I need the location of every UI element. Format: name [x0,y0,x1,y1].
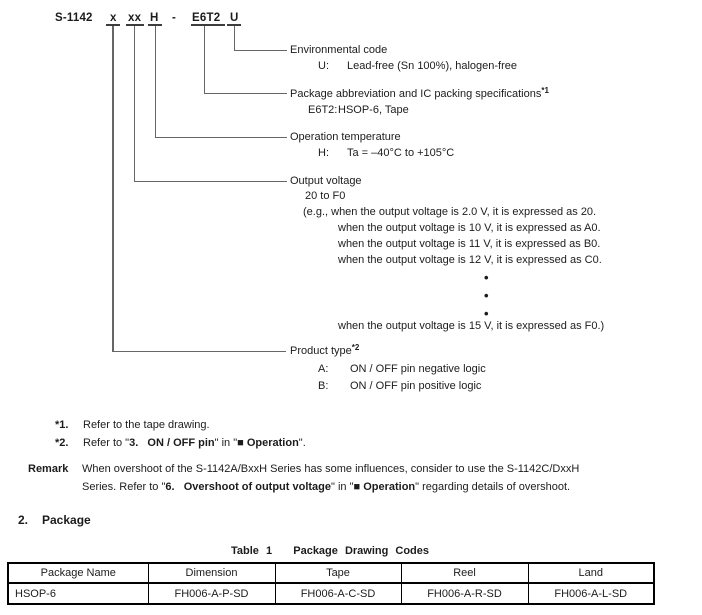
table-header-row [8,563,654,583]
footnote-1-marker: *1. [55,419,69,431]
connector-hline-e6t2 [204,93,287,95]
table-row [8,583,654,604]
product-type-entry-b [318,379,481,393]
package-abbreviation-key: E6T2: [308,104,338,116]
product-type-key-a: A: [318,363,329,375]
ellipsis-dot: • [484,270,489,285]
table-header-land: Land [528,563,654,583]
product-type-title [290,344,359,359]
part-seg-u: U [230,12,239,24]
footnote-2 [55,436,306,450]
underline-xx [126,24,144,26]
footnote-2-seg2: " in " [214,437,238,449]
product-type-value-b: ON / OFF pin positive logic [350,380,482,392]
environmental-code-value: Lead-free (Sn 100%), halogen-free [347,60,517,72]
output-voltage-range: 20 to F0 [305,190,346,202]
footnote-ref-1: *1 [541,86,549,95]
connector-hline-u [234,50,287,52]
connector-line-u [234,26,236,51]
remark-label: Remark [28,463,69,475]
cell-dimension: FH006-A-P-SD [148,583,275,604]
package-abbreviation-title [290,87,549,102]
footnote-2-marker: *2. [55,437,69,449]
product-type-value-a: ON / OFF pin negative logic [350,363,486,375]
output-voltage-example-last: when the output voltage is 15 V, it is expressed as F0.) [338,320,605,332]
part-prefix: S-1142 [55,12,93,24]
environmental-code-title: Environmental code [290,44,388,56]
operation-temperature-key: H: [318,147,329,159]
section-number: 2. [18,513,29,527]
part-seg-xx: xx [128,12,142,24]
operation-temperature-title: Operation temperature [290,131,401,143]
environmental-code-key: U: [318,60,329,72]
footnote-ref-2: *2 [351,343,360,352]
output-voltage-example: when the output voltage is 12 V, it is expressed as C0. [338,254,602,266]
remark-line2-seg3: " regarding details of overshoot. [415,481,571,493]
remark-line2-bold1: 6. Overshoot of output voltage [165,481,332,493]
table-header-reel: Reel [401,563,528,583]
table-header-tape: Tape [275,563,401,583]
package-abbreviation-value: HSOP-6, Tape [338,104,409,116]
operation-temperature-value: Ta = –40°C to +105°C [347,147,455,159]
remark-line2-bold2: ■ Operation [353,481,416,493]
output-voltage-title: Output voltage [290,175,362,187]
ellipsis-dot: • [484,288,489,303]
footnote-2-seg1: Refer to " [83,437,130,449]
remark-line1: When overshoot of the S-1142A/BxxH Series has some influences, consider to use the S-1142C/DxxH [82,463,580,475]
environmental-code-entry [318,59,517,73]
product-type-title-text: Product type [290,345,352,357]
remark-line2 [82,480,570,494]
cell-land: FH006-A-L-SD [528,583,654,604]
section-heading [18,513,91,527]
connector-line-h [155,26,157,138]
connector-line-x [112,26,114,352]
connector-line-e6t2 [204,26,206,94]
product-type-key-b: B: [318,380,329,392]
product-type-entry-a [318,362,486,376]
output-voltage-example: when the output voltage is 11 V, it is expressed as B0. [338,238,601,250]
operation-temperature-entry [318,146,454,160]
footnote-2-bold2: ■ Operation [237,437,299,449]
footnote-1 [55,418,210,432]
connector-line-xx [134,26,136,182]
section-title: Package [42,513,91,527]
part-dash: - [172,12,177,24]
footnote-1-text: Refer to the tape drawing. [83,419,210,431]
table-caption: Table 1 Package Drawing Codes [230,545,430,557]
remark-line2-seg2: " in " [331,481,354,493]
package-abbreviation-title-text: Package abbreviation and IC packing specifications [290,88,542,100]
connector-hline-h [155,137,287,139]
package-drawing-codes-table [7,562,655,605]
part-seg-e6t2: E6T2 [192,12,221,24]
table-header-package-name: Package Name [8,563,148,583]
output-voltage-example: when the output voltage is 10 V, it is expressed as A0. [338,222,601,234]
ellipsis-dot: • [484,306,489,321]
footnote-2-seg3: ". [298,437,306,449]
cell-reel: FH006-A-R-SD [401,583,528,604]
cell-tape: FH006-A-C-SD [275,583,401,604]
underline-e6t2 [191,24,225,26]
cell-package-name: HSOP-6 [8,583,148,604]
part-seg-h: H [150,12,159,24]
output-voltage-example-intro: (e.g., when the output voltage is 2.0 V, it is expressed as 20. [303,206,597,218]
remark-line2-seg1: Series. Refer to " [82,481,166,493]
footnote-2-bold1: 3. ON / OFF pin [129,437,215,449]
table-header-dimension: Dimension [148,563,275,583]
connector-hline-x [112,351,286,353]
connector-hline-xx [134,181,287,183]
part-seg-x: x [110,12,117,24]
package-abbreviation-entry [308,103,409,117]
